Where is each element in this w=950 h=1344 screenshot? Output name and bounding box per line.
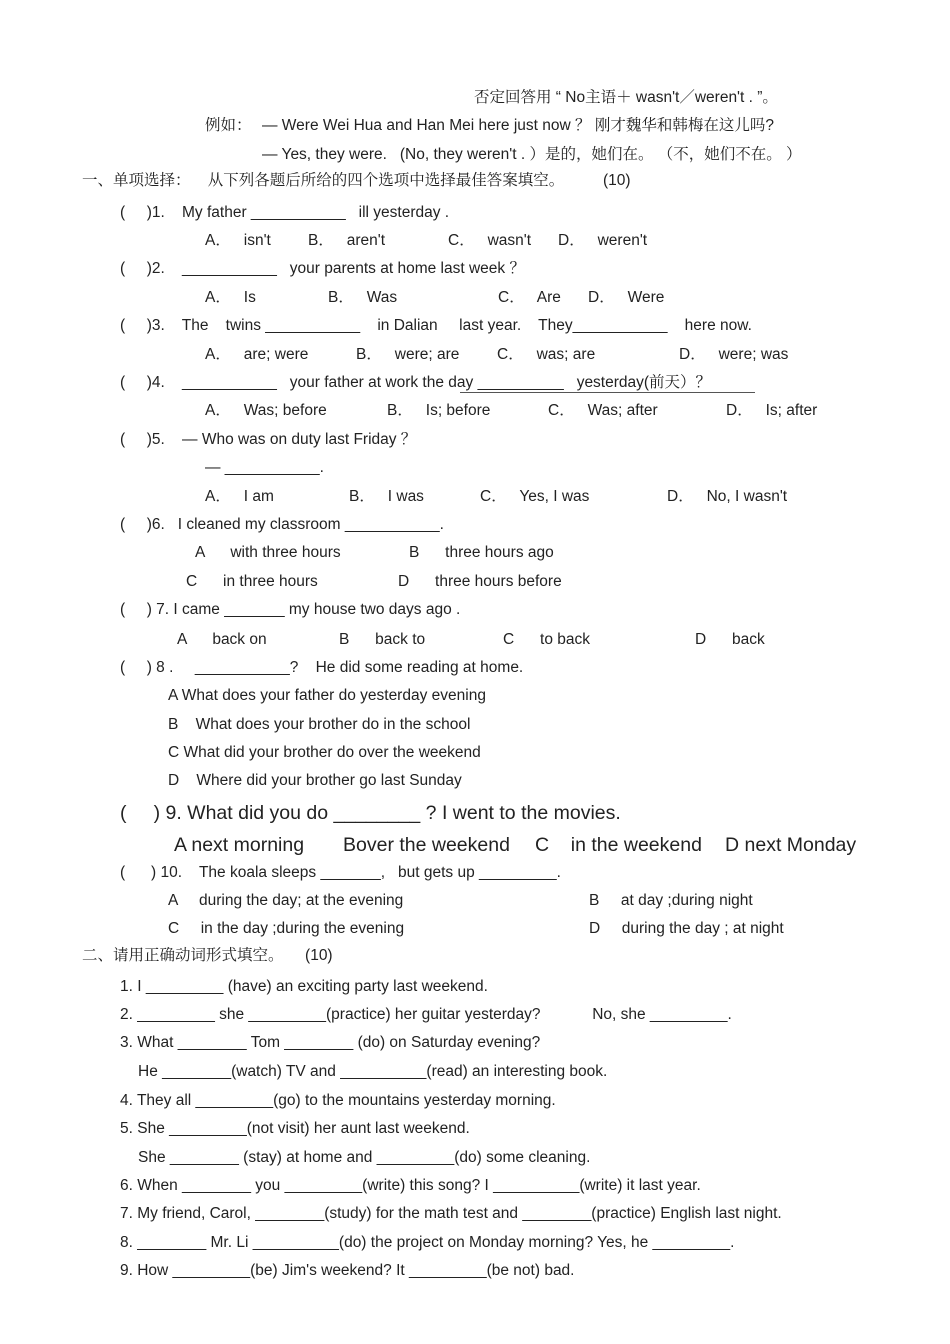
- q6-option-a: A with three hours: [195, 544, 341, 561]
- example-label: 例如：: [205, 117, 252, 134]
- q6-option-d: D three hours before: [398, 573, 562, 590]
- question-1-stem: ( )1. My father ___________ ill yesterday .: [120, 204, 450, 221]
- fill-line-3b: He ________(watch) TV and __________(read) an interesting book.: [138, 1063, 608, 1080]
- q3-option-d: D． were; was: [679, 346, 789, 363]
- q4-underline: [460, 392, 755, 393]
- q4-option-d: D． Is; after: [726, 402, 818, 419]
- question-9-stem: ( ) 9. What did you do ________ ? I went to the movies.: [120, 802, 621, 824]
- q2-option-d: D． Were: [588, 289, 665, 306]
- fill-line-5: 5. She _________(not visit) her aunt last weekend.: [120, 1120, 470, 1137]
- q10-option-c: C in the day ;during the evening: [168, 920, 405, 937]
- fill-line-1: 1. I _________ (have) an exciting party last weekend.: [120, 978, 488, 995]
- fill-line-3: 3. What ________ Tom ________ (do) on Saturday evening?: [120, 1034, 541, 1051]
- q1-option-a: A． isn't: [205, 232, 271, 249]
- q7-option-d: D back: [695, 631, 765, 648]
- q9-option-c: C in the weekend: [535, 834, 702, 856]
- q1-option-d: D． weren't: [558, 232, 648, 249]
- q8-option-c: C What did your brother do over the weekend: [168, 744, 481, 761]
- q10-option-d: D during the day ; at night: [589, 920, 784, 937]
- q8-option-b: B What does your brother do in the school: [168, 716, 471, 733]
- question-4-stem: ( )4. ___________ your father at work the day __________ yesterday(前天）？: [120, 374, 712, 391]
- question-7-stem: ( ) 7. I came _______ my house two days ago .: [120, 601, 461, 618]
- q2-option-c: C． Are: [498, 289, 561, 306]
- q9-option-d: D next Monday: [725, 834, 857, 856]
- intro-rule: 否定回答用 “ No主语＋ wasn't／weren't . ”。: [474, 89, 778, 106]
- q7-option-b: B back to: [339, 631, 426, 648]
- section1-heading: 一、单项选择： 从下列各题后所给的四个选项中选择最佳答案填空。 (10): [82, 172, 631, 189]
- q2-option-b: B． Was: [328, 289, 398, 306]
- q4-option-c: C． Was; after: [548, 402, 658, 419]
- q9-option-b: Bover the weekend: [343, 834, 510, 856]
- question-3-stem: ( )3. The twins ___________ in Dalian last year. They___________ here now.: [120, 317, 752, 334]
- fill-line-6: 6. When ________ you _________(write) this song? I __________(write) it last year.: [120, 1177, 701, 1194]
- q7-option-c: C to back: [503, 631, 591, 648]
- q7-option-a: A back on: [177, 631, 267, 648]
- fill-line-8: 8. ________ Mr. Li __________(do) the project on Monday morning? Yes, he _________.: [120, 1234, 735, 1251]
- fill-line-2: 2. _________ she _________(practice) her guitar yesterday? No, she _________.: [120, 1006, 732, 1023]
- question-5-stem: ( )5. — Who was on duty last Friday ？: [120, 431, 417, 448]
- q1-option-b: B． aren't: [308, 232, 386, 249]
- example-answer: — Yes, they were. (No, they weren't . ）是的，她们在。 （不，她们不在。 ）: [262, 146, 802, 163]
- q6-option-c: C in three hours: [186, 573, 318, 590]
- question-8-stem: ( ) 8 . ___________? He did some reading at home.: [120, 659, 524, 676]
- q8-option-a: A What does your father do yesterday evening: [168, 687, 486, 704]
- section2-heading: 二、请用正确动词形式填空。 (10): [82, 947, 333, 964]
- q10-option-a: A during the day; at the evening: [168, 892, 404, 909]
- q1-option-c: C． wasn't: [448, 232, 532, 249]
- q4-option-b: B． Is; before: [387, 402, 491, 419]
- q5-option-d: D． No, I wasn't: [667, 488, 788, 505]
- q3-option-a: A． are; were: [205, 346, 309, 363]
- q9-option-a: A next morning: [174, 834, 305, 856]
- q4-option-a: A． Was; before: [205, 402, 327, 419]
- q3-option-c: C． was; are: [497, 346, 596, 363]
- q8-option-d: D Where did your brother go last Sunday: [168, 772, 462, 789]
- question-2-stem: ( )2. ___________ your parents at home last week ？: [120, 260, 525, 277]
- q5-option-b: B． I was: [349, 488, 424, 505]
- q2-option-a: A． Is: [205, 289, 256, 306]
- q5-answer-line: — ___________.: [205, 459, 324, 476]
- q5-option-a: A． I am: [205, 488, 274, 505]
- q5-option-c: C． Yes, I was: [480, 488, 590, 505]
- fill-line-4: 4. They all _________(go) to the mountains yesterday morning.: [120, 1092, 556, 1109]
- fill-line-7: 7. My friend, Carol, ________(study) for the math test and ________(practice) English last night.: [120, 1205, 782, 1222]
- question-10-stem: ( ) 10. The koala sleeps _______, but gets up _________.: [120, 864, 561, 881]
- q3-option-b: B． were; are: [356, 346, 460, 363]
- example-question: — Were Wei Hua and Han Mei here just now ？ 刚才魏华和韩梅在这儿吗?: [262, 117, 774, 134]
- q6-option-b: B three hours ago: [409, 544, 554, 561]
- q10-option-b: B at day ;during night: [589, 892, 753, 909]
- question-6-stem: ( )6. I cleaned my classroom ___________.: [120, 516, 444, 533]
- fill-line-9: 9. How _________(be) Jim's weekend? It _________(be not) bad.: [120, 1262, 575, 1279]
- fill-line-5b: She ________ (stay) at home and _________(do) some cleaning.: [138, 1149, 591, 1166]
